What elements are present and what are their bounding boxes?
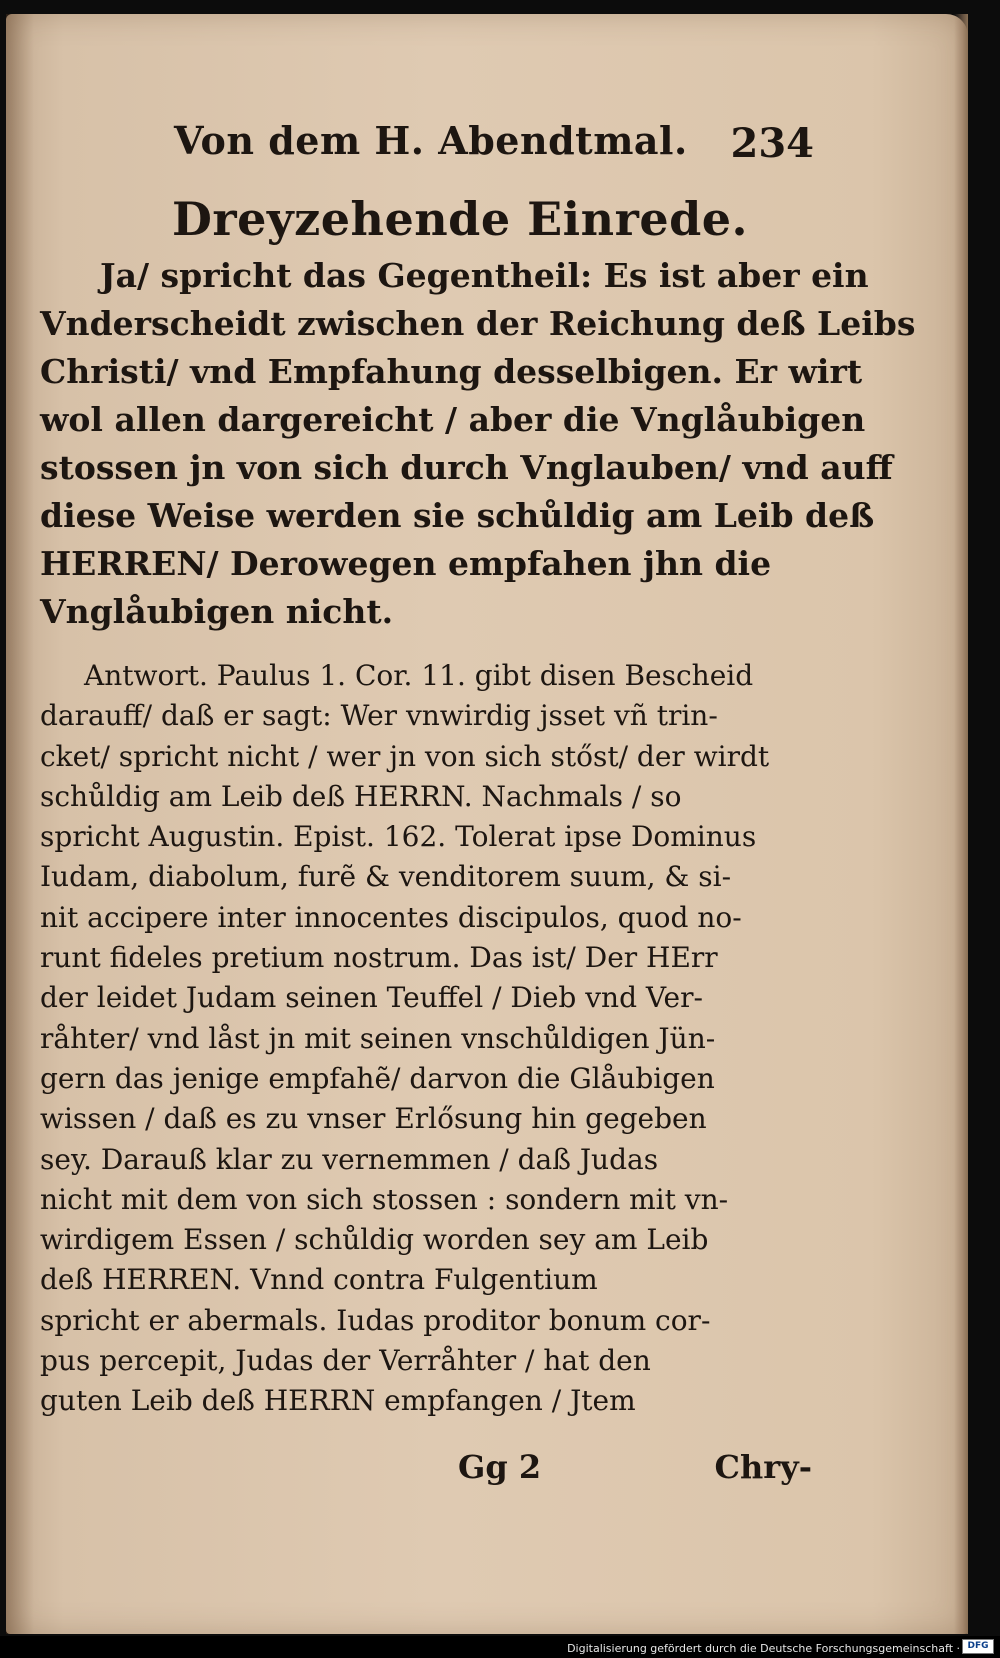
chapter-heading: Dreyzehende Einrede.: [172, 192, 749, 246]
text-line: spricht Augustin. Epist. 162. Tolerat ipse Dominus: [40, 820, 757, 854]
text-line: schůldig am Leib deß HERRN. Nachmals / so: [40, 779, 682, 813]
text-line: nit accipere inter innocentes discipulos, quod no-: [40, 900, 742, 934]
text-line: diese Weise werden sie schůldig am Leib deß: [40, 496, 875, 535]
text-line: gern das jenige empfahẽ/ darvon die Glåubigen: [40, 1061, 715, 1095]
text-line: guten Leib deß HERRN empfangen / Jtem: [40, 1384, 636, 1418]
text-line: wissen / daß es zu vnser Erlősung hin gegeben: [40, 1102, 707, 1136]
text-line: wol allen dargereicht / aber die Vnglåubigen: [40, 400, 866, 439]
dfg-logo-icon: DFG: [962, 1639, 994, 1654]
text-line: sey. Darauß klar zu vernemmen / daß Judas: [40, 1142, 659, 1176]
funding-credit: Digitalisierung gefördert durch die Deutsche Forschungsgemeinschaft ·: [567, 1642, 960, 1655]
text-line: runt fideles pretium nostrum. Das ist/ Der HErr: [40, 941, 718, 975]
page-header: [174, 118, 814, 188]
paragraph-answer: [40, 656, 812, 1422]
text-line: darauff/ daß er sagt: Wer vnwirdig jsset vñ trin-: [40, 699, 718, 733]
text-line: der leidet Judam seinen Teuffel / Dieb vnd Ver-: [40, 981, 703, 1015]
text-line: Antwort. Paulus 1. Cor. 11. gibt disen Bescheid: [84, 659, 754, 692]
text-line: deß HERREN. Vnnd contra Fulgentium: [40, 1263, 598, 1297]
paragraph-objection: [40, 252, 916, 636]
text-line: Vnderscheidt zwischen der Reichung deß Leibs: [40, 304, 916, 343]
text-line: Ja/ spricht das Gegentheil: Es ist aber ein: [100, 256, 869, 295]
text-line: Christi/ vnd Empfahung desselbigen. Er wirt: [40, 352, 863, 391]
text-line: wirdigem Essen / schůldig worden sey am Leib: [40, 1223, 709, 1257]
text-line: stossen jn von sich durch Vnglauben/ vnd auff: [40, 448, 893, 487]
credit-bar: [0, 1636, 1000, 1658]
running-title: Von dem H. Abendtmal.: [174, 118, 688, 163]
text-line: råhter/ vnd låst jn mit seinen vnschůldigen Jün-: [40, 1021, 716, 1055]
signature-mark: Gg 2: [458, 1448, 542, 1486]
page-number: 234: [730, 120, 814, 167]
text-line: pus percepit, Judas der Verråhter / hat den: [40, 1344, 651, 1378]
page-edge: [954, 14, 968, 1634]
text-line: HERREN/ Derowegen empfahen jhn die: [40, 544, 772, 583]
text-line: Iudam, diabolum, furẽ & venditorem suum, & si-: [40, 860, 732, 894]
text-line: spricht er abermals. Iudas proditor bonum cor-: [40, 1303, 711, 1337]
page-footer: [40, 1448, 812, 1492]
catchword: Chry-: [714, 1448, 812, 1486]
text-line: cket/ spricht nicht / wer jn von sich stőst/ der wirdt: [40, 739, 770, 773]
text-line: nicht mit dem von sich stossen : sondern mit vn-: [40, 1182, 729, 1216]
text-line: Vnglåubigen nicht.: [40, 592, 394, 631]
